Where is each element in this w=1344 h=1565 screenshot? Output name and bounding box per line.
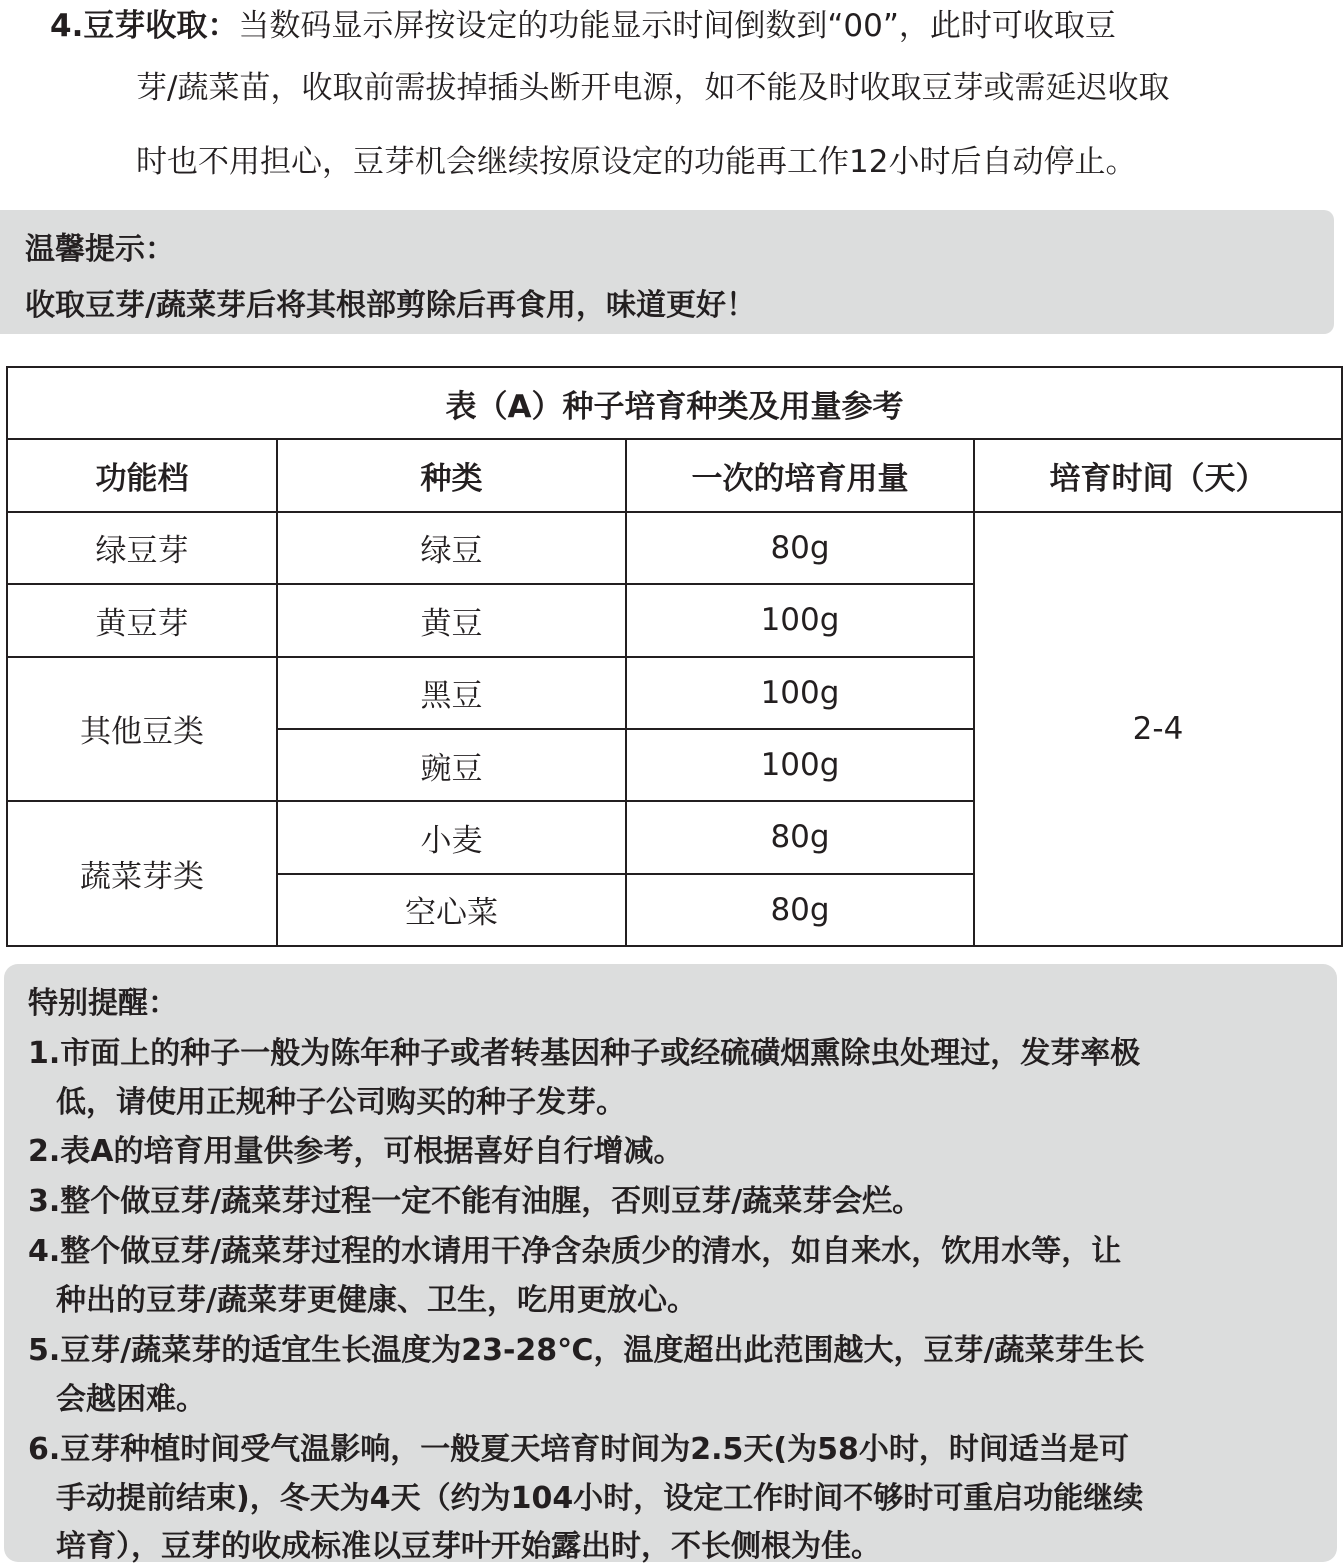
notice-item-6-line-3: 培育），豆芽的收成标准以豆芽叶开始露出时，不长侧根为佳。 (56, 1529, 881, 1564)
step-4-line-1 (50, 0, 1116, 45)
step-4-line-2: 芽/蔬菜苗，收取前需拔掉插头断开电源，如不能及时收取豆芽或需延迟收取 (136, 70, 1170, 106)
notice-item-5-line-1: 5.豆芽/蔬菜芽的适宜生长温度为23-28℃，温度超出此范围越大，豆芽/蔬菜芽生长 (28, 1333, 1145, 1368)
notice-item-3: 3.整个做豆芽/蔬菜芽过程一定不能有油腥，否则豆芽/蔬菜芽会烂。 (28, 1184, 923, 1219)
cell-mode: 其他豆类 (7, 657, 277, 802)
warm-tip-body: 收取豆芽/蔬菜芽后将其根部剪除后再食用，味道更好！ (25, 288, 756, 323)
notice-item-4-line-2: 种出的豆芽/蔬菜芽更健康、卫生，吃用更放心。 (56, 1283, 697, 1318)
cell-amount: 80g (626, 801, 974, 873)
header-amount: 一次的培育用量 (626, 439, 974, 511)
cell-amount: 100g (626, 729, 974, 801)
header-time: 培育时间（天） (974, 439, 1342, 511)
cell-kind: 黑豆 (277, 657, 626, 729)
special-notice-title: 特别提醒： (28, 986, 178, 1021)
cell-kind: 小麦 (277, 801, 626, 873)
notice-item-6-line-2: 手动提前结束)，冬天为4天（约为104小时，设定工作时间不够时可重启功能继续 (56, 1481, 1144, 1516)
special-notice-box (4, 964, 1337, 1562)
cell-kind: 空心菜 (277, 874, 626, 946)
cell-time: 2-4 (974, 512, 1342, 946)
header-kind: 种类 (277, 439, 626, 511)
cell-mode: 黄豆芽 (7, 584, 277, 656)
notice-item-6-line-1: 6.豆芽种植时间受气温影响，一般夏天培育时间为2.5天(为58小时，时间适当是可 (28, 1432, 1129, 1467)
cell-amount: 100g (626, 657, 974, 729)
cell-amount: 100g (626, 584, 974, 656)
cell-amount: 80g (626, 512, 974, 584)
step-4-line-1-text: 当数码显示屏按设定的功能显示时间倒数到“00”，此时可收取豆 (238, 8, 1116, 44)
step-4-lead: 4.豆芽收取： (50, 8, 239, 44)
cell-mode: 蔬菜芽类 (7, 801, 277, 946)
cell-amount: 80g (626, 874, 974, 946)
warm-tip-title: 温馨提示： (25, 232, 175, 267)
table-caption: 表（A）种子培育种类及用量参考 (7, 367, 1342, 439)
header-mode: 功能档 (7, 439, 277, 511)
notice-item-4-line-1: 4.整个做豆芽/蔬菜芽过程的水请用干净含杂质少的清水，如自来水，饮用水等，让 (28, 1234, 1122, 1269)
table-row (7, 512, 1342, 584)
cell-mode: 绿豆芽 (7, 512, 277, 584)
cell-kind: 黄豆 (277, 584, 626, 656)
cell-kind: 绿豆 (277, 512, 626, 584)
cell-kind: 豌豆 (277, 729, 626, 801)
warm-tip-box (0, 210, 1334, 334)
notice-item-1-line-1: 1.市面上的种子一般为陈年种子或者转基因种子或经硫磺烟熏除虫处理过，发芽率极 (28, 1036, 1141, 1071)
seed-reference-table (6, 366, 1343, 947)
step-4-line-3: 时也不用担心，豆芽机会继续按原设定的功能再工作12小时后自动停止。 (136, 144, 1137, 180)
notice-item-1-line-2: 低，请使用正规种子公司购买的种子发芽。 (56, 1085, 626, 1120)
notice-item-5-line-2: 会越困难。 (56, 1382, 206, 1417)
notice-item-2: 2.表A的培育用量供参考，可根据喜好自行增减。 (28, 1134, 684, 1169)
